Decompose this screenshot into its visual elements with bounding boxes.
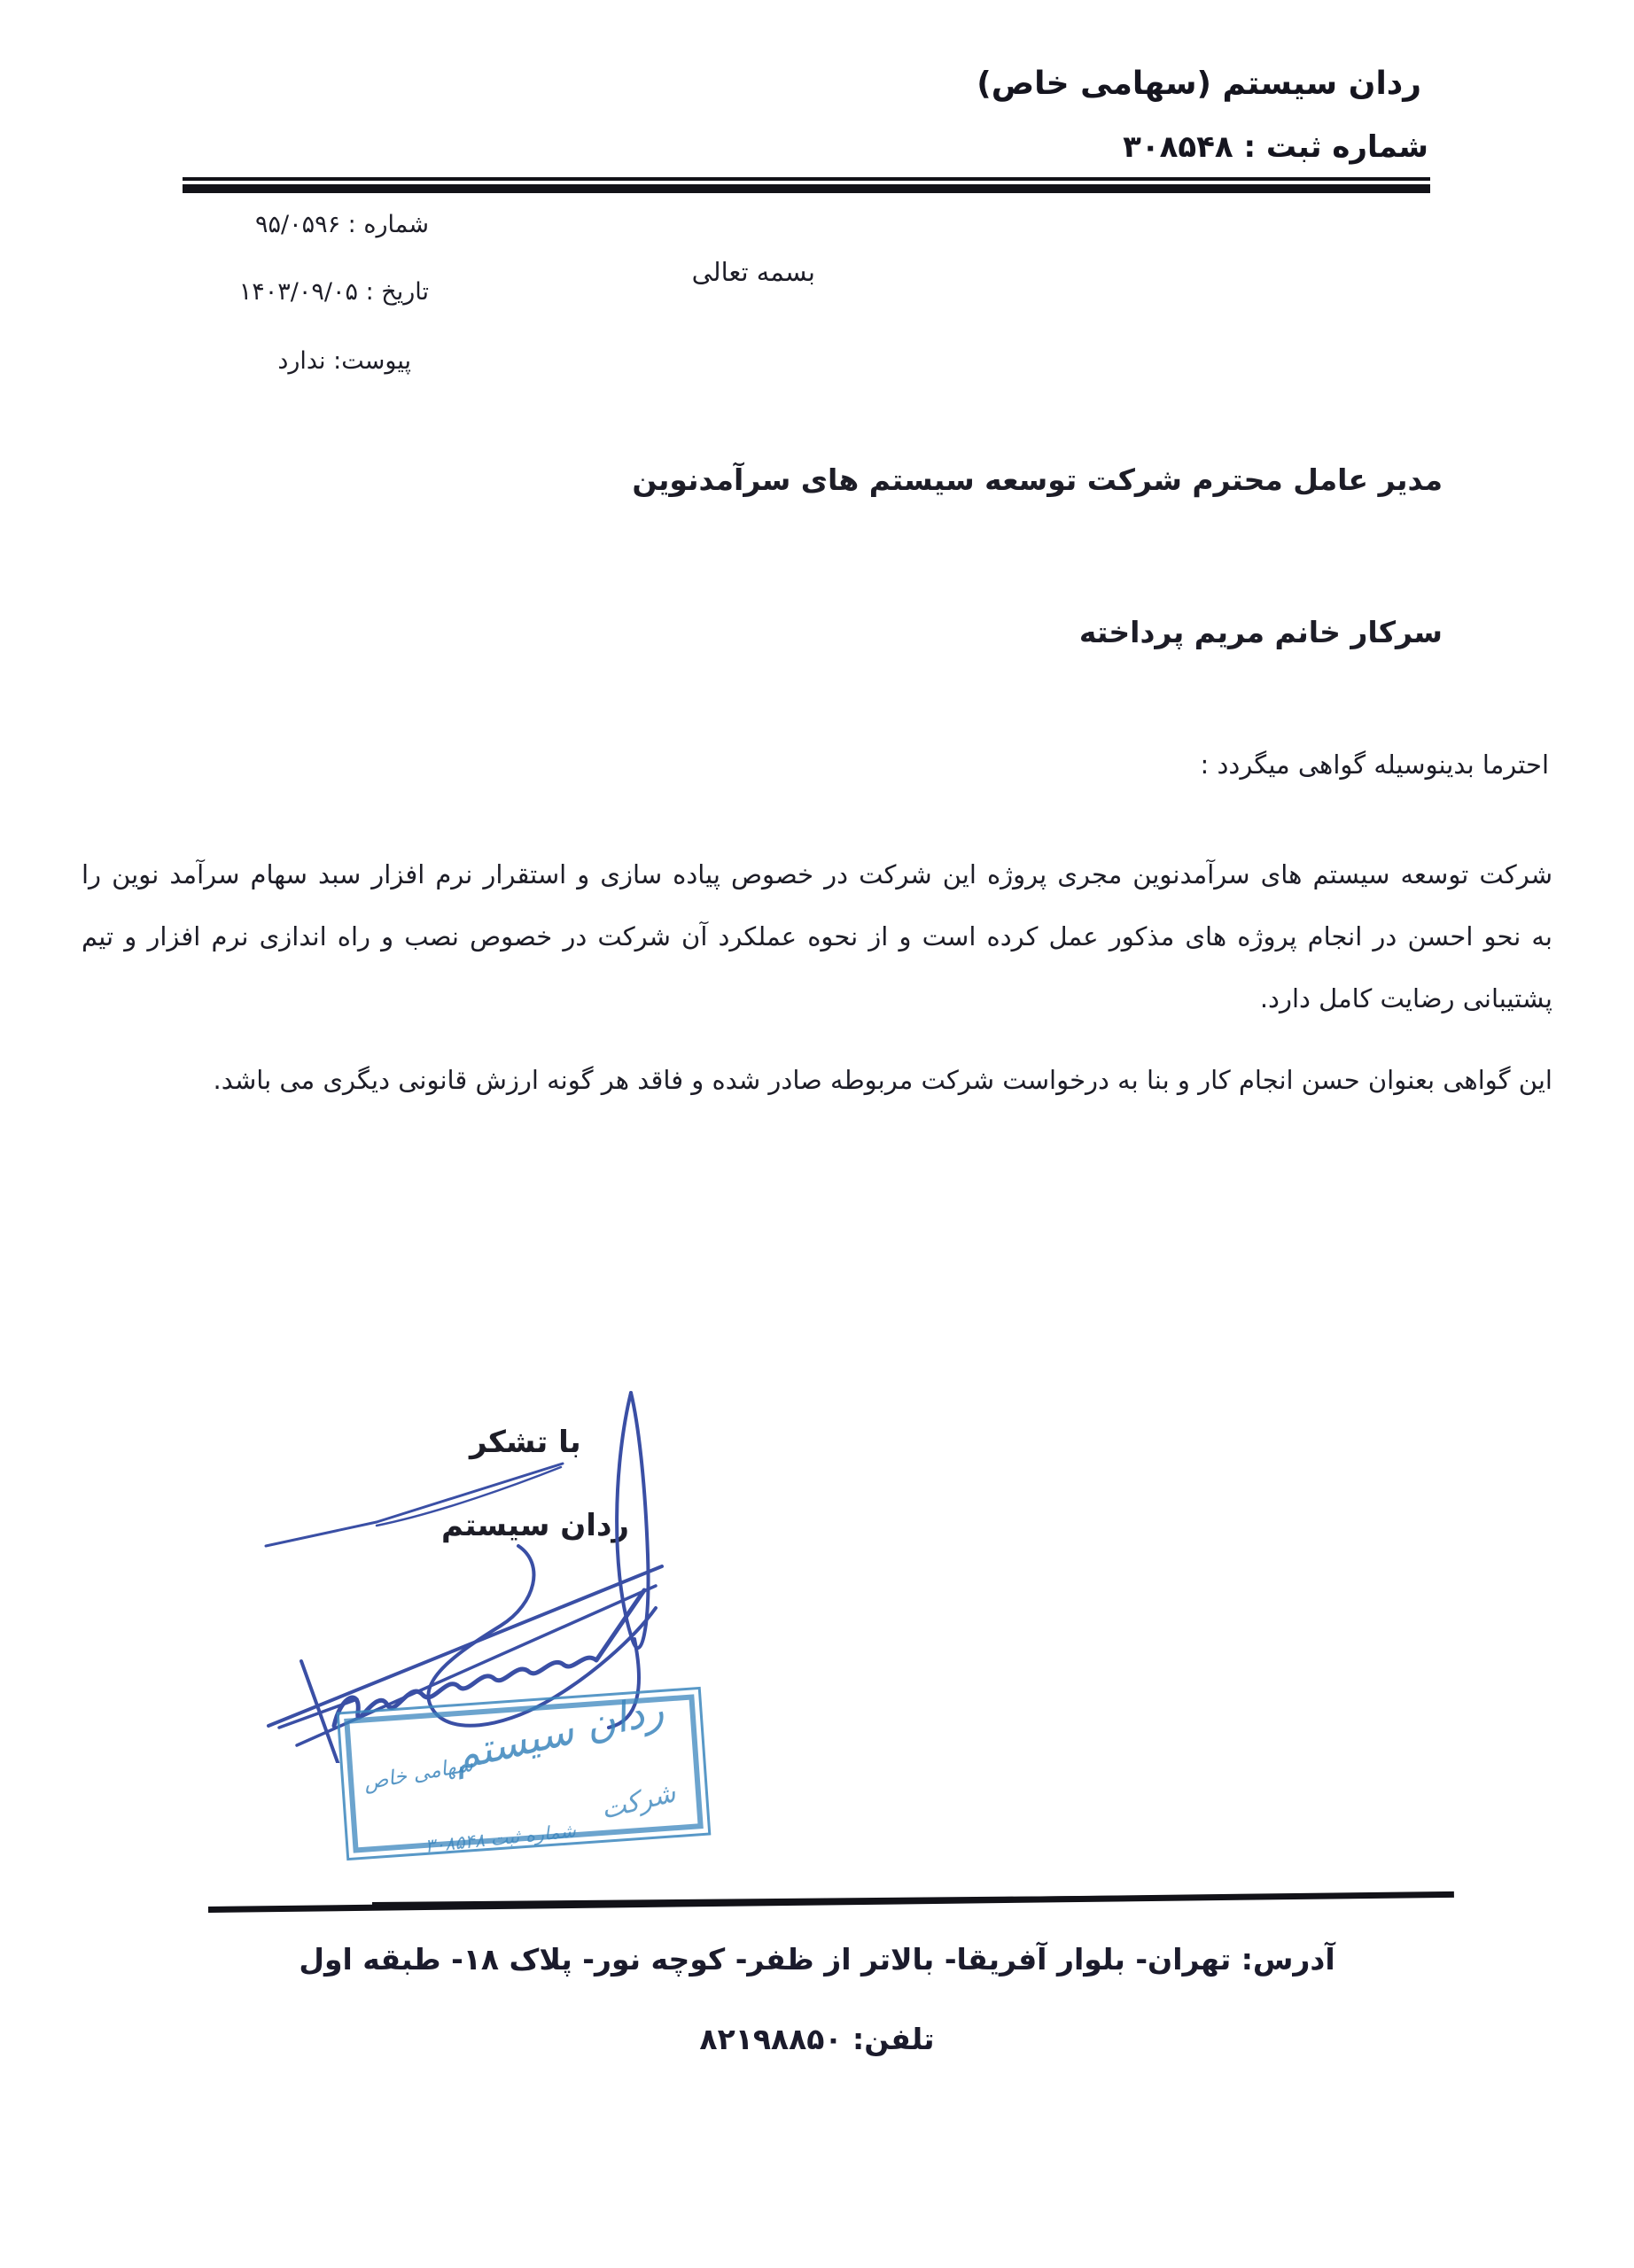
body-line-2: به نحو احسن در انجام پروژه های مذکور عمل کرده است و از نحوه عملکرد آن شرکت در خصوص نصب و راه اندازی نرم افزار و تیم (82, 921, 1552, 951)
stamp-company-word: شرکت (597, 1777, 679, 1826)
stamp-company-type: سهامی خاص (362, 1752, 475, 1795)
body-line-1: شرکت توسعه سیستم های سرآمدنوین مجری پروژه این شرکت در خصوص پیاده سازی و استقرار نرم افزار سبد سهام سرآمد نوین را (82, 859, 1552, 889)
letter-attachment-row: پیوست: ندارد (277, 347, 411, 375)
letterhead-divider-rule (183, 177, 1430, 193)
footer-phone: تلفن: ۸۲۱۹۸۸۵۰ (699, 2022, 935, 2056)
letter-number-label: شماره : (347, 211, 429, 238)
letter-number-value: ۹۵/۰۵۹۶ (254, 211, 341, 238)
letter-number-row (255, 211, 429, 238)
signature-company-text: ردان سیستم (441, 1508, 629, 1543)
signature-thanks-text: با تشکر (470, 1425, 581, 1460)
stamp-company-name: ردان سیستم (448, 1684, 668, 1780)
letter-date-row (239, 278, 429, 306)
closing-paragraph: این گواهی بعنوان حسن انجام کار و بنا به درخواست شرکت مربوطه صادر شده و فاقد هر گونه ارزش قانونی دیگری می باشد. (213, 1065, 1552, 1095)
body-line-3: پشتیبانی رضایت کامل دارد. (1259, 983, 1552, 1014)
body-paragraph (82, 843, 1552, 1029)
invocation-text: بسمه تعالی (691, 257, 815, 287)
letterhead-company-name: ردان سیستم (سهامی خاص) (977, 66, 1421, 102)
recipient-title-line: مدیر عامل محترم شرکت توسعه سیستم های سرآمدنوین (632, 462, 1443, 497)
stamp-registration-number: شماره ثبت ۳۰۸۵۴۸ (424, 1820, 577, 1857)
letterhead-registration-number: شماره ثبت : ۳۰۸۵۴۸ (1123, 129, 1428, 165)
recipient-name-line: سرکار خانم مریم پرداخته (1078, 615, 1443, 649)
company-stamp (337, 1684, 712, 1860)
letter-date-value: ۱۴۰۳/۰۹/۰۵ (238, 278, 358, 306)
letter-date-label: تاریخ : (365, 278, 429, 306)
footer-address: آدرس: تهران- بلوار آفریقا- بالاتر از ظفر- کوچه نور- پلاک ۱۸- طبقه اول (299, 1942, 1335, 1977)
greeting-line: احترما بدینوسیله گواهی میگردد : (1200, 750, 1549, 780)
